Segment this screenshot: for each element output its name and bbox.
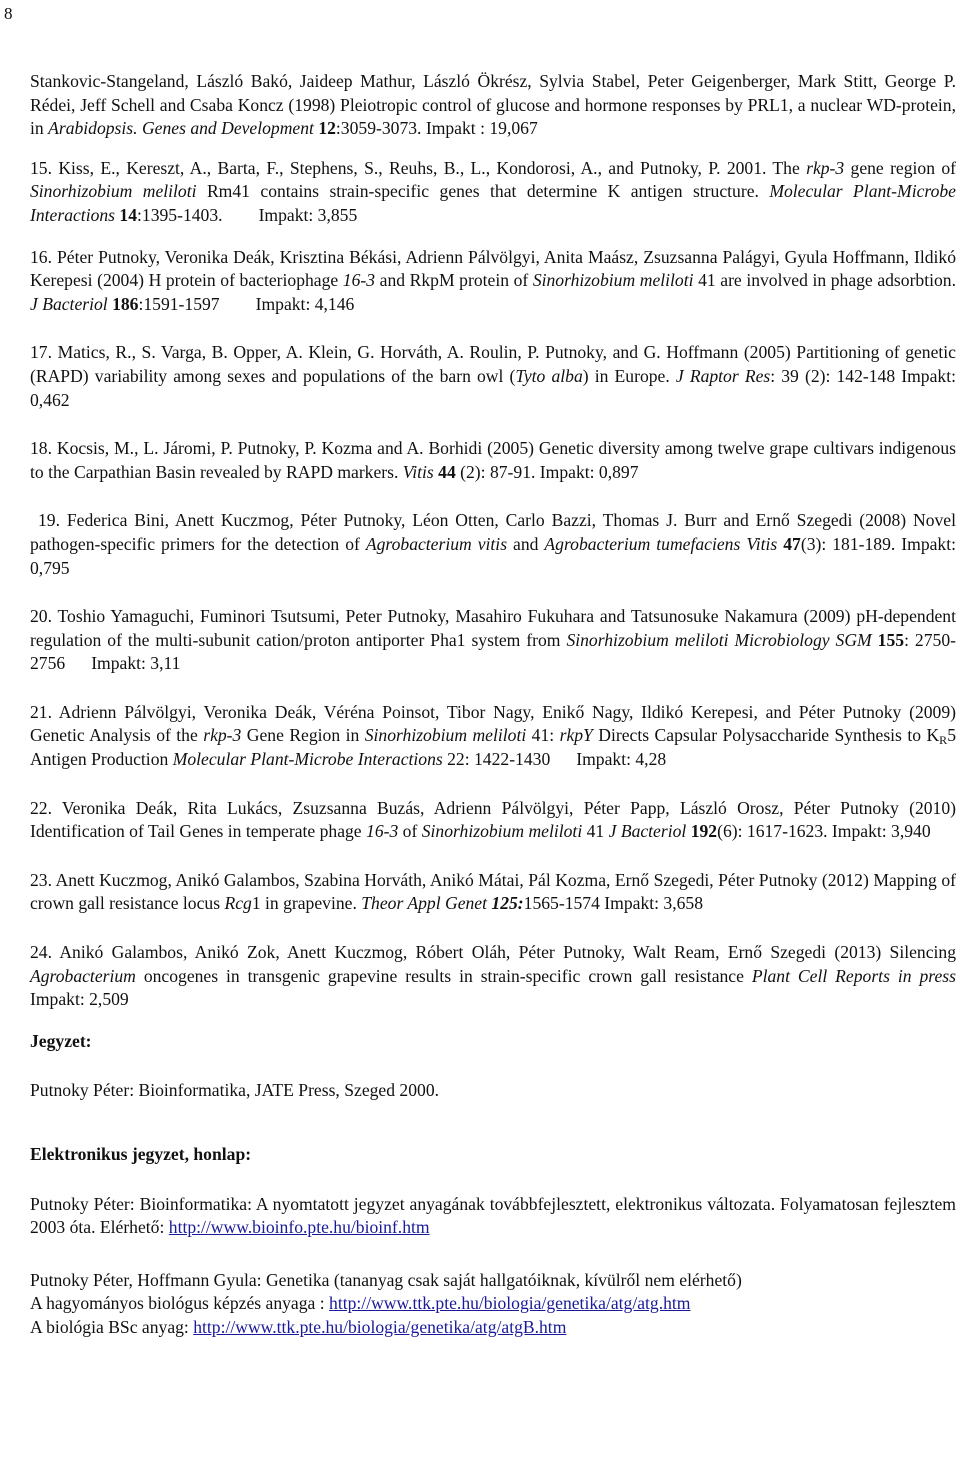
reference-24 bbox=[30, 941, 956, 1012]
ref22-text3: 41 bbox=[582, 821, 609, 842]
elektronikus-heading: Elektronikus jegyzet, honlap: bbox=[30, 1144, 252, 1164]
bioinformatika-text: Putnoky Péter: Bioinformatika: A nyomtatott jegyzet anyagának továbbfejlesztett, elektronikus változata. Folyamatosan fejlesztem 2003 óta. Elérhető: bbox=[30, 1193, 956, 1238]
ref24-text2: oncogenes in transgenic grapevine results in strain-specific crown gall resistance bbox=[135, 965, 752, 986]
reference-20 bbox=[30, 605, 956, 676]
ref22-journal: J Bacteriol bbox=[608, 821, 687, 842]
ref15-impact: Impakt: 3,855 bbox=[258, 204, 358, 225]
ref18-pages: (2): 87-91. Impakt: 0,897 bbox=[455, 461, 639, 482]
ref17-pages: : 39 (2): 142-148 Impakt: 0,462 bbox=[30, 365, 956, 410]
jegyzet-heading: Jegyzet: bbox=[30, 1030, 92, 1051]
reference-14 bbox=[30, 70, 956, 141]
genetika-title: Putnoky Péter, Hoffmann Gyula: Genetika (tananyag csak saját hallgatóiknak, kívülről nem elérhető) bbox=[30, 1269, 742, 1290]
ref24-species: Agrobacterium bbox=[30, 965, 136, 986]
ref15-text: gene region of bbox=[844, 157, 956, 178]
ref16-authors: 16. Péter Putnoky, Veronika Deák, Krisztina Békási, Adrienn Pálvölgyi, Anita Maász, Zsuzsanna Palágyi, Gyula Hoffmann, Ildikó Kerepesi (2004) H protein of bacteriophage bbox=[30, 246, 956, 291]
ref22-of: of bbox=[398, 821, 422, 842]
ref23-text2: 1 in grapevine. bbox=[251, 893, 362, 914]
reference-18 bbox=[30, 437, 956, 484]
ref23-text: 23. Anett Kuczmog, Anikó Galambos, Szabina Horváth, Anikó Mátai, Pál Kozma, Ernő Szegedi, Péter Putnoky (2012) Mapping of crown gall resistance locus bbox=[30, 869, 956, 914]
ref21-text4: Directs Capsular Polysaccharide Synthesis to K bbox=[592, 725, 940, 746]
ref18-journal: Vitis bbox=[402, 461, 434, 482]
ref21-species: Sinorhizobium meliloti bbox=[364, 725, 527, 746]
ref16-journal: J Bacteriol bbox=[30, 293, 108, 314]
ref15-title: Rm41 contains strain-specific genes that determine K antigen structure. bbox=[196, 181, 770, 202]
ref20-pages: : 2750-2756 bbox=[30, 629, 956, 674]
ref14-species: Arabidopsis bbox=[48, 118, 134, 139]
ref24-journal: Plant Cell Reports in press bbox=[751, 965, 956, 986]
reference-list bbox=[30, 70, 956, 1340]
ref17-journal: J Raptor Res bbox=[675, 365, 771, 386]
reference-19 bbox=[30, 509, 956, 580]
ref21-text3: 41: bbox=[526, 725, 560, 746]
ref21-impact: Impakt: 4,28 bbox=[576, 749, 667, 770]
ref15-gene: rkp-3 bbox=[806, 157, 845, 178]
ref22-phage: 16-3 bbox=[366, 821, 399, 842]
reference-16 bbox=[30, 246, 956, 317]
ref22-volume: 192 bbox=[686, 821, 718, 842]
jegyzet-text: Putnoky Péter: Bioinformatika, JATE Press, Szeged 2000. bbox=[30, 1080, 440, 1101]
ref21-text5: 5 Antigen Production bbox=[30, 725, 956, 770]
ref16-impact: Impakt: 4,146 bbox=[255, 293, 355, 314]
ref22-species: Sinorhizobium meliloti bbox=[421, 821, 583, 842]
ref14-volume: 12 bbox=[318, 118, 336, 139]
ref15-pages: :1395-1403. bbox=[137, 204, 223, 225]
hagyomanyos-label: A hagyományos biológus képzés anyaga : bbox=[30, 1293, 330, 1314]
genetika-bsc bbox=[30, 1316, 956, 1340]
ref18-text: 18. Kocsis, M., L. Járomi, P. Putnoky, P. Kozma and A. Borhidi (2005) Genetic diversity among twelve grape cultivars indigenous to the Carpathian Basin revealed by RAPD markers. bbox=[30, 438, 956, 482]
ref20-volume: 155 bbox=[871, 629, 905, 650]
ref17-text: 17. Matics, R., S. Varga, B. Opper, A. Klein, G. Horváth, A. Roulin, P. Putnoky, and G. Hoffmann (2005) Partitioning of genetic (RAPD) variability among sexes and populations of the barn owl ( bbox=[30, 342, 956, 386]
ref19-volume: 47 bbox=[777, 533, 801, 554]
bsc-label: A biológia BSc anyag: bbox=[30, 1316, 194, 1337]
ref19-journal: Vitis bbox=[740, 533, 778, 554]
ref21-subscript: R bbox=[939, 733, 948, 748]
ref21-journal: Molecular Plant-Microbe Interactions bbox=[172, 749, 443, 770]
ref20-impact: Impakt: 3,11 bbox=[91, 653, 181, 674]
ref21-text2: Gene Region in bbox=[241, 725, 365, 746]
ref16-title: 41 are involved in phage adsorbtion. bbox=[693, 270, 957, 291]
ref14-pages: :3059-3073. Impakt : 19,067 bbox=[335, 118, 538, 139]
reference-15 bbox=[30, 157, 956, 228]
ref20-species: Sinorhizobium meliloti bbox=[566, 629, 729, 650]
ref23-journal: Theor Appl Genet bbox=[361, 893, 492, 914]
page-number: 8 bbox=[4, 4, 13, 23]
ref18-volume: 44 bbox=[433, 461, 456, 482]
ref17-species: Tyto alba bbox=[515, 365, 583, 386]
atgb-link[interactable]: http://www.ttk.pte.hu/biologia/genetika/atg/atgB.htm bbox=[193, 1316, 567, 1337]
ref22-text: 22. Veronika Deák, Rita Lukács, Zsuzsanna Buzás, Adrienn Pálvölgyi, Péter Papp, László Orosz, Péter Putnoky (2010) Identification of Tail Genes in temperate phage bbox=[30, 797, 956, 842]
ref15-volume: 14 bbox=[115, 204, 138, 225]
ref22-pages: (6): 1617-1623. Impakt: 3,940 bbox=[717, 821, 931, 842]
ref16-pages: :1591-1597 bbox=[138, 293, 220, 314]
ref21-gene: rkp-3 bbox=[203, 725, 242, 746]
ref19-text: 19. Federica Bini, Anett Kuczmog, Péter Putnoky, Léon Otten, Carlo Bazzi, Thomas J. Burr and Ernő Szegedi (2008) Novel pathogen-specific primers for the detection of bbox=[30, 510, 956, 554]
ref15-species: Sinorhizobium meliloti bbox=[30, 181, 197, 202]
ref14-authors: Stankovic-Stangeland, László Bakó, Jaideep Mathur, László Ökrész, Sylvia Stabel, Peter Geigenberger, Mark Stitt, George P. Rédei, Jeff Schell and Csaba Koncz (1998) Pleiotropic control of glucose and hormone responses by PRL1, a nuclear WD-protein, in bbox=[30, 71, 956, 139]
ref19-species2: Agrobacterium tumefaciens bbox=[544, 533, 741, 554]
ref24-pages: Impakt: 2,509 bbox=[30, 989, 129, 1010]
ref21-pages: 22: 1422-1430 bbox=[442, 749, 551, 770]
ref14-journal: . Genes and Development bbox=[133, 118, 319, 139]
elektronikus-genetika bbox=[30, 1269, 956, 1340]
ref21-gene2: rkpY bbox=[559, 725, 593, 746]
ref15-authors: 15. Kiss, E., Kereszt, A., Barta, F., Stephens, S., Reuhs, B., L., Kondorosi, A., and Putnoky, P. 2001. The bbox=[30, 157, 807, 178]
ref17-text2: ) in Europe. bbox=[582, 365, 676, 386]
ref23-volume: 125: bbox=[491, 893, 524, 914]
ref19-and: and bbox=[507, 533, 545, 554]
ref23-pages: 1565-1574 Impakt: 3,658 bbox=[523, 893, 703, 914]
ref24-text: 24. Anikó Galambos, Anikó Zok, Anett Kuczmog, Róbert Oláh, Péter Putnoky, Walt Ream, Ernő Szegedi (2013) Silencing bbox=[30, 942, 956, 963]
ref20-journal: Microbiology SGM bbox=[728, 629, 872, 650]
ref19-species1: Agrobacterium vitis bbox=[365, 533, 508, 554]
ref16-phage: 16-3 bbox=[342, 270, 376, 291]
reference-17 bbox=[30, 341, 956, 412]
ref20-text: 20. Toshio Yamaguchi, Fuminori Tsutsumi, Peter Putnoky, Masahiro Fukuhara and Tatsunosuke Nakamura (2009) pH-dependent regulation of the multi-subunit cation/proton antiporter Pha1 system from bbox=[30, 606, 956, 650]
ref21-text: 21. Adrienn Pálvölgyi, Veronika Deák, Véréna Poinsot, Tibor Nagy, Enikő Nagy, Ildikó Kerepesi, and Péter Putnoky (2009) Genetic Analysis of the bbox=[30, 701, 956, 746]
reference-21 bbox=[30, 701, 956, 772]
ref19-pages: (3): 181-189. Impakt: 0,795 bbox=[30, 533, 956, 578]
atg-link[interactable]: http://www.ttk.pte.hu/biologia/genetika/atg/atg.htm bbox=[329, 1293, 691, 1314]
reference-23 bbox=[30, 869, 956, 916]
reference-22 bbox=[30, 797, 956, 844]
ref16-text: and RkpM protein of bbox=[375, 270, 533, 291]
ref15-journal: Molecular Plant-Microbe Interactions bbox=[30, 181, 956, 225]
bioinfo-link[interactable]: http://www.bioinfo.pte.hu/bioinf.htm bbox=[168, 1217, 430, 1238]
ref23-gene: Rcg bbox=[224, 893, 252, 914]
genetika-hagyomanyos bbox=[30, 1292, 956, 1316]
elektronikus-bioinformatika bbox=[30, 1193, 956, 1240]
ref16-species: Sinorhizobium meliloti bbox=[532, 270, 694, 291]
ref16-volume: 186 bbox=[107, 293, 139, 314]
